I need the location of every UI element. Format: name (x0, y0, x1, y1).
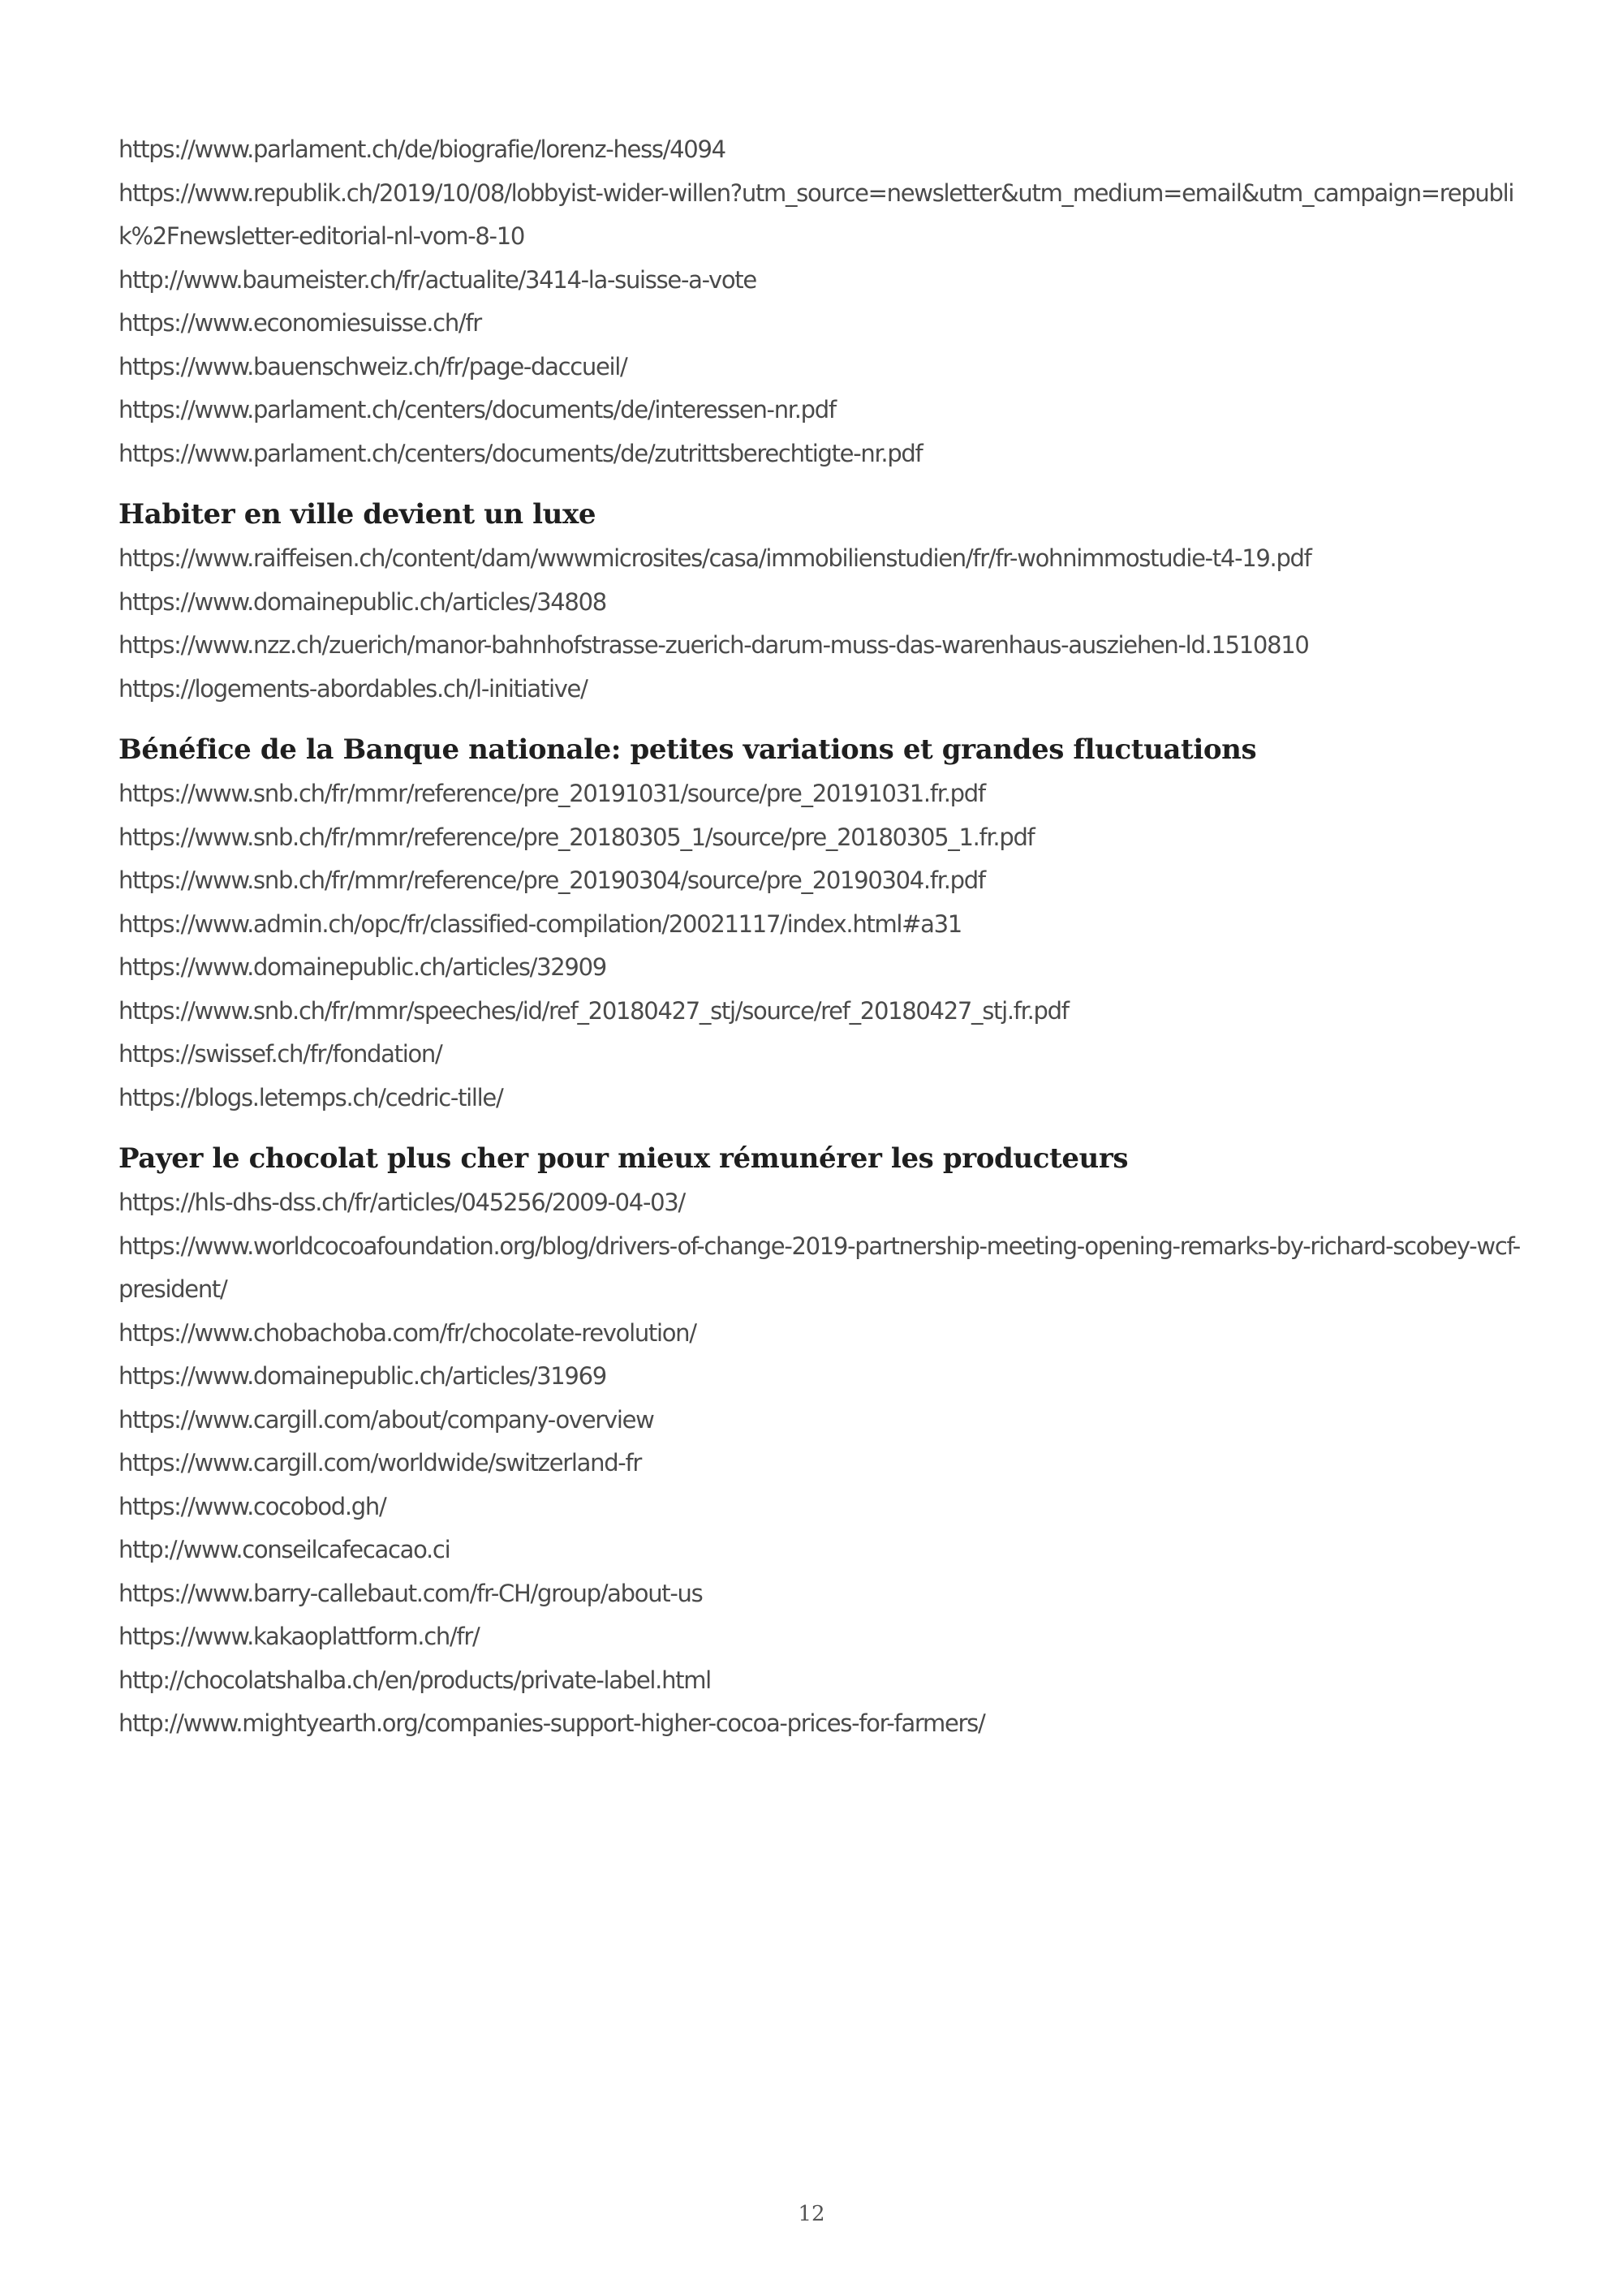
reference-link[interactable]: https://www.economiesuisse.ch/fr (118, 309, 481, 337)
reference-link[interactable]: https://www.domainepublic.ch/articles/32909 (118, 953, 606, 981)
reference-link[interactable]: https://www.barry-callebaut.com/fr-CH/group/about-us (118, 1579, 703, 1607)
link-list (118, 537, 1522, 711)
reference-link[interactable]: https://www.bauenschweiz.ch/fr/page-daccueil/ (118, 352, 627, 381)
reference-link[interactable]: http://www.conseilcafecacao.ci (118, 1536, 450, 1563)
section-banque-nationale (118, 727, 1522, 1120)
reference-link[interactable]: https://www.domainepublic.ch/articles/34808 (118, 587, 606, 616)
reference-link[interactable]: https://hls-dhs-dss.ch/fr/articles/045256/2009-04-03/ (118, 1189, 685, 1216)
reference-link[interactable]: https://www.republik.ch/2019/10/08/lobbyist-wider-willen?utm_source=newsletter&utm_medium=email&utm_campaign=republik%2Fnewsletter-editorial-nl-vom-8-10 (118, 178, 1514, 250)
reference-link[interactable]: https://www.chobachoba.com/fr/chocolate-revolution/ (118, 1318, 696, 1347)
reference-link[interactable]: https://logements-abordables.ch/l-initiative/ (118, 674, 588, 703)
reference-link[interactable]: http://www.mightyearth.org/companies-support-higher-cocoa-prices-for-farmers/ (118, 1709, 985, 1737)
section-heading: Habiter en ville devient un luxe (118, 498, 596, 531)
link-list (118, 1181, 1522, 1746)
section-chocolat (118, 1136, 1522, 1746)
reference-link[interactable]: https://www.snb.ch/fr/mmr/reference/pre_20180305_1/source/pre_20180305_1.fr.pdf (118, 823, 1035, 851)
link-list (118, 128, 1522, 475)
document-body (118, 128, 1522, 1746)
reference-link[interactable]: http://chocolatshalba.ch/en/products/private-label.html (118, 1666, 711, 1694)
reference-link[interactable]: https://www.parlament.ch/centers/documents/de/interessen-nr.pdf (118, 396, 836, 424)
reference-link[interactable]: https://www.domainepublic.ch/articles/31969 (118, 1362, 606, 1390)
reference-link[interactable]: https://www.snb.ch/fr/mmr/reference/pre_20190304/source/pre_20190304.fr.pdf (118, 866, 985, 894)
reference-link[interactable]: https://www.raiffeisen.ch/content/dam/wwwmicrosites/casa/immobilienstudien/fr/fr-wohnimmostudie-t4-19.pdf (118, 544, 1311, 572)
reference-link[interactable]: https://www.snb.ch/fr/mmr/speeches/id/ref_20180427_stj/source/ref_20180427_stj.fr.pdf (118, 996, 1069, 1025)
section-habiter-en-ville (118, 492, 1522, 711)
reference-link[interactable]: https://www.cargill.com/about/company-overview (118, 1405, 654, 1434)
page-number: 12 (798, 2202, 825, 2226)
reference-link[interactable]: https://blogs.letemps.ch/cedric-tille/ (118, 1083, 503, 1111)
link-list (118, 772, 1522, 1120)
reference-link[interactable]: https://swissef.ch/fr/fondation/ (118, 1040, 442, 1068)
section-heading: Payer le chocolat plus cher pour mieux rémunérer les producteurs (118, 1142, 1129, 1175)
reference-link[interactable]: https://www.snb.ch/fr/mmr/reference/pre_20191031/source/pre_20191031.fr.pdf (118, 780, 985, 807)
section-heading: Bénéfice de la Banque nationale: petites variations et grandes fluctuations (118, 733, 1257, 766)
section-lobbying-sources (118, 128, 1522, 475)
reference-link[interactable]: https://www.nzz.ch/zuerich/manor-bahnhofstrasse-zuerich-darum-muss-das-warenhaus-ausziehen-ld.1510810 (118, 631, 1309, 659)
reference-link[interactable]: https://www.admin.ch/opc/fr/classified-compilation/20021117/index.html#a31 (118, 909, 962, 938)
reference-link[interactable]: https://www.worldcocoafoundation.org/blog/drivers-of-change-2019-partnership-meeting-opening-remarks-by-richard-scobey-wcf-president/ (118, 1232, 1520, 1303)
reference-link[interactable]: https://www.kakaoplattform.ch/fr/ (118, 1623, 480, 1650)
reference-link[interactable]: http://www.baumeister.ch/fr/actualite/3414-la-suisse-a-vote (118, 265, 756, 294)
reference-link[interactable]: https://www.cocobod.gh/ (118, 1492, 386, 1520)
reference-link[interactable]: https://www.cargill.com/worldwide/switzerland-fr (118, 1449, 641, 1477)
reference-link[interactable]: https://www.parlament.ch/centers/documents/de/zutrittsberechtigte-nr.pdf (118, 439, 923, 467)
reference-link[interactable]: https://www.parlament.ch/de/biografie/lorenz-hess/4094 (118, 135, 725, 163)
